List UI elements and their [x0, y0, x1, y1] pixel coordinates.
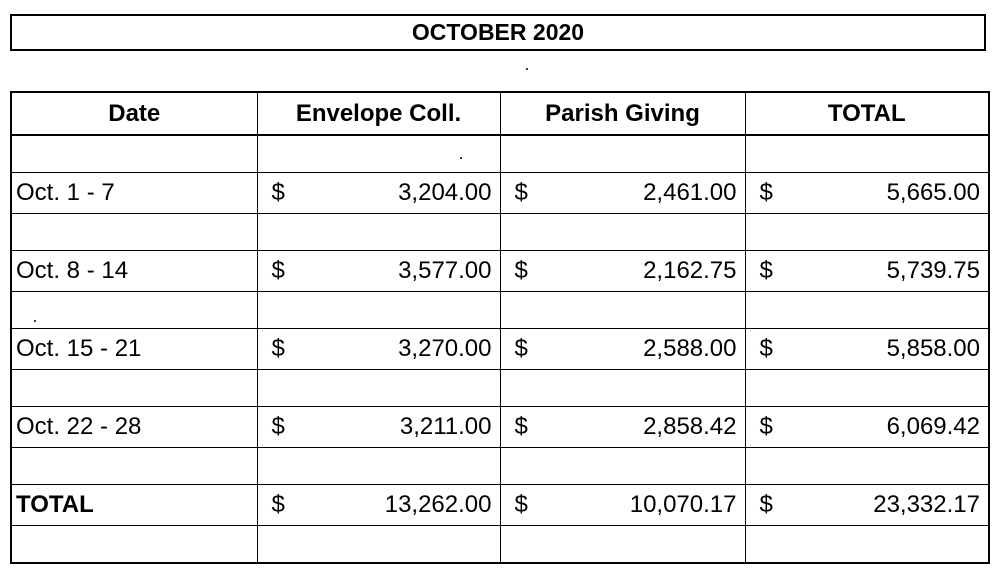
envelope-amount: 3,270.00	[398, 335, 492, 362]
header-total: TOTAL	[745, 92, 989, 135]
parish-amount: 2,461.00	[643, 179, 737, 206]
envelope-cell	[257, 173, 500, 214]
envelope-amount: 3,577.00	[398, 257, 492, 284]
envelope-amount: 3,204.00	[398, 179, 492, 206]
currency-symbol: $	[759, 179, 773, 206]
currency-symbol: $	[759, 413, 773, 440]
date-cell: Oct. 22 - 28	[11, 407, 257, 448]
total-amount: 6,069.42	[886, 413, 980, 440]
table-row	[11, 407, 989, 448]
table-row	[11, 329, 989, 370]
total-cell	[745, 485, 989, 526]
currency-symbol: $	[514, 335, 528, 362]
table-row	[11, 251, 989, 292]
total-cell	[745, 329, 989, 370]
total-cell	[745, 251, 989, 292]
envelope-cell	[257, 407, 500, 448]
spacer-row	[11, 526, 989, 564]
currency-symbol: $	[759, 257, 773, 284]
envelope-total-amount: 13,262.00	[384, 491, 492, 518]
grand-total-amount: 23,332.17	[873, 491, 980, 518]
date-cell: Oct. 1 - 7	[11, 173, 257, 214]
currency-symbol: $	[271, 413, 285, 440]
currency-symbol: $	[271, 491, 285, 518]
currency-symbol: $	[271, 257, 285, 284]
spacer-row	[11, 135, 989, 173]
currency-symbol: $	[514, 491, 528, 518]
spacer-row	[11, 292, 989, 329]
parish-total-amount: 10,070.17	[629, 491, 737, 518]
date-cell: Oct. 15 - 21	[11, 329, 257, 370]
spacer-row	[11, 370, 989, 407]
date-cell: Oct. 8 - 14	[11, 251, 257, 292]
parish-amount: 2,588.00	[643, 335, 737, 362]
currency-symbol: $	[759, 335, 773, 362]
speck-mark	[526, 68, 528, 70]
spacer-row	[11, 214, 989, 251]
total-label: TOTAL	[11, 485, 257, 526]
envelope-cell	[257, 485, 500, 526]
currency-symbol: $	[271, 179, 285, 206]
parish-cell	[500, 173, 745, 214]
parish-cell	[500, 485, 745, 526]
header-parish-giving: Parish Giving	[500, 92, 745, 135]
envelope-amount: 3,211.00	[399, 413, 492, 440]
parish-amount: 2,858.42	[643, 413, 737, 440]
table-row	[11, 173, 989, 214]
header-row	[11, 92, 989, 135]
currency-symbol: $	[271, 335, 285, 362]
envelope-cell	[257, 329, 500, 370]
parish-cell	[500, 407, 745, 448]
collections-table	[10, 91, 990, 564]
total-amount: 5,739.75	[886, 257, 980, 284]
envelope-cell	[257, 251, 500, 292]
currency-symbol: $	[514, 413, 528, 440]
currency-symbol: $	[759, 491, 773, 518]
total-row	[11, 485, 989, 526]
parish-cell	[500, 251, 745, 292]
currency-symbol: $	[514, 179, 528, 206]
report-title: OCTOBER 2020	[10, 14, 986, 51]
total-amount: 5,858.00	[886, 335, 980, 362]
total-cell	[745, 173, 989, 214]
total-amount: 5,665.00	[886, 179, 980, 206]
header-envelope-coll: Envelope Coll.	[257, 92, 500, 135]
spacer-row	[11, 448, 989, 485]
parish-amount: 2,162.75	[643, 257, 737, 284]
total-cell	[745, 407, 989, 448]
parish-cell	[500, 329, 745, 370]
currency-symbol: $	[514, 257, 528, 284]
header-date: Date	[11, 92, 257, 135]
